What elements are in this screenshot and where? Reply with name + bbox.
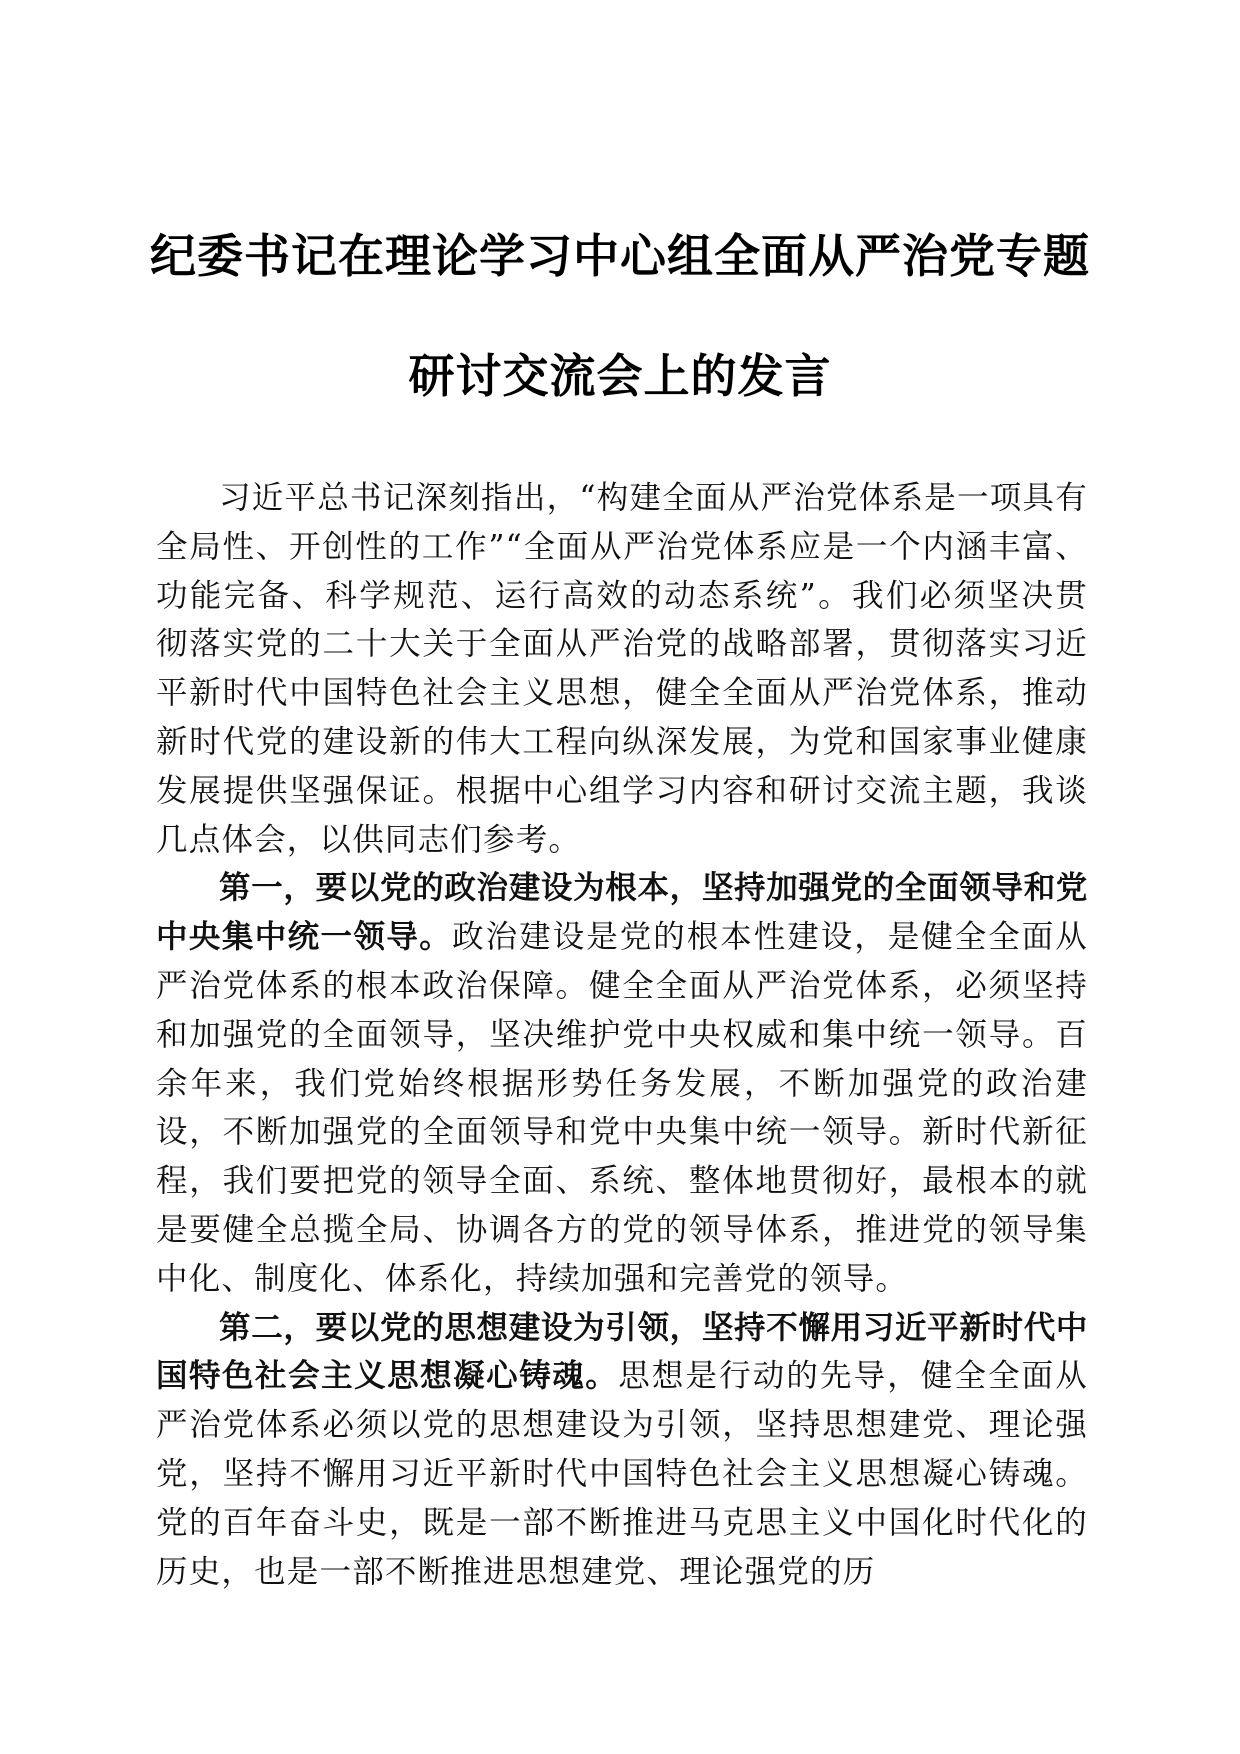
paragraph-text: 习近平总书记深刻指出，“构建全面从严治党体系是一项具有全局性、开创性的工作”“全面从严治党体系应是一个内涵丰富、功能完备、科学规范、运行高效的动态系统”。我们必须坚决贯彻落实党的二十大关于全面从严治党的战略部署，贯彻落实习近平新时代中国特色社会主义思想，健全全面从严治党体系，推动新时代党的建设新的伟大工程向纵深发展，为党和国家事业健康发展提供坚强保证。根据中心组学习内容和研讨交流主题，我谈几点体会，以供同志们参考。 [156,480,1088,858]
paragraph-intro [156,474,1088,864]
paragraph-text: 政治建设是党的根本性建设，是健全全面从严治党体系的根本政治保障。健全全面从严治党体系，必须坚持和加强党的全面领导，坚决维护党中央权威和集中统一领导。百余年来，我们党始终根据形势任务发展，不断加强党的政治建设，不断加强党的全面领导和党中央集中统一领导。新时代新征程，我们要把党的领导全面、系统、整体地贯彻好，最根本的就是要健全总揽全局、协调各方的党的领导体系，推进党的领导集中化、制度化、体系化，持续加强和完善党的领导。 [156,919,1088,1297]
paragraph-second-point [156,1304,1088,1597]
document-title-line-1: 纪委书记在理论学习中心组全面从严治党专题 [150,229,1090,283]
paragraph-lead: 第一，要以党的政治建设为根本，坚持加强党的全面领导和党中央集中统一领导。 [156,870,1088,956]
paragraph-first-point [156,864,1088,1303]
document-title-line-2: 研讨交流会上的发言 [408,349,832,403]
paragraph-lead: 第二，要以党的思想建设为引领，坚持不懈用习近平新时代中国特色社会主义思想凝心铸魂。 [156,1309,1088,1395]
document-body [156,474,1088,1596]
paragraph-text: 思想是行动的先导，健全全面从严治党体系必须以党的思想建设为引领，坚持思想建党、理论强党，坚持不懈用习近平新时代中国特色社会主义思想凝心铸魂。党的百年奋斗史，既是一部不断推进马克思主义中国化时代化的历史，也是一部不断推进思想建党、理论强党的历 [156,1358,1088,1590]
